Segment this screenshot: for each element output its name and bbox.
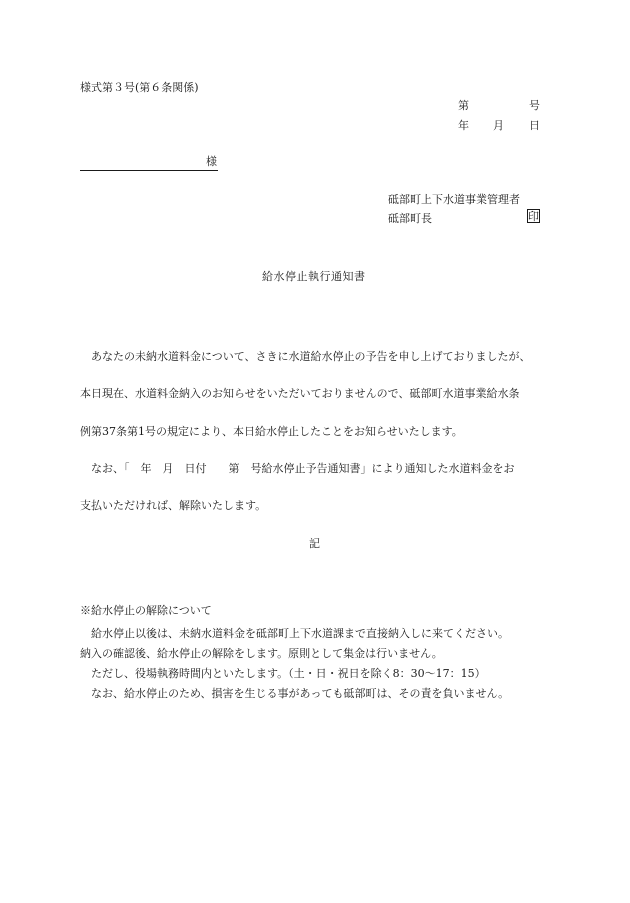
ki-heading: 記 <box>309 537 320 550</box>
body-line-3: 例第37条第1号の規定により、本日給水停止したことをお知らせいたします。 <box>80 425 463 438</box>
seal-mark: 印 <box>528 210 539 223</box>
note-line-4: なお、給水停止のため、損害を生じる事があっても砥部町は、その責を負いません。 <box>80 687 510 700</box>
body-line-1: あなたの未納水道料金について、さきに水道給水停止の予告を申し上げておりましたが、 <box>80 350 531 363</box>
recipient-honorific: 様 <box>206 155 217 168</box>
date-day-label: 日 <box>529 119 540 132</box>
date-year-label: 年 <box>458 119 469 132</box>
sender-name: 砥部町長 <box>388 212 432 225</box>
body-line-5: 支払いただければ、解除いたします。 <box>80 499 267 512</box>
sender-title: 砥部町上下水道事業管理者 <box>388 193 520 206</box>
note-line-2: 納入の確認後、給水停止の解除をします。原則として集金は行いません。 <box>80 647 443 660</box>
document-title: 給水停止執行通知書 <box>262 270 366 283</box>
note-line-1: 給水停止以後は、未納水道料金を砥部町上下水道課まで直接納入しに来てください。 <box>80 627 509 640</box>
date-month-label: 月 <box>493 119 504 132</box>
recipient-name-line <box>80 170 218 171</box>
release-section-heading: ※給水停止の解除について <box>80 604 212 617</box>
body-line-4: なお、「 年 月 日付 第 号給水停止予告通知書」により通知した水道料金をお <box>80 462 515 475</box>
form-number: 様式第３号(第６条関係) <box>80 81 199 94</box>
document-number-suffix: 号 <box>529 99 540 112</box>
body-line-2: 本日現在、水道料金納入のお知らせをいただいておりませんので、砥部町水道事業給水条 <box>80 387 520 400</box>
document-number-label: 第 <box>458 99 469 112</box>
note-line-3: ただし、役場執務時間内といたします。（土・日・祝日を除く8：30〜17：15） <box>80 667 486 680</box>
